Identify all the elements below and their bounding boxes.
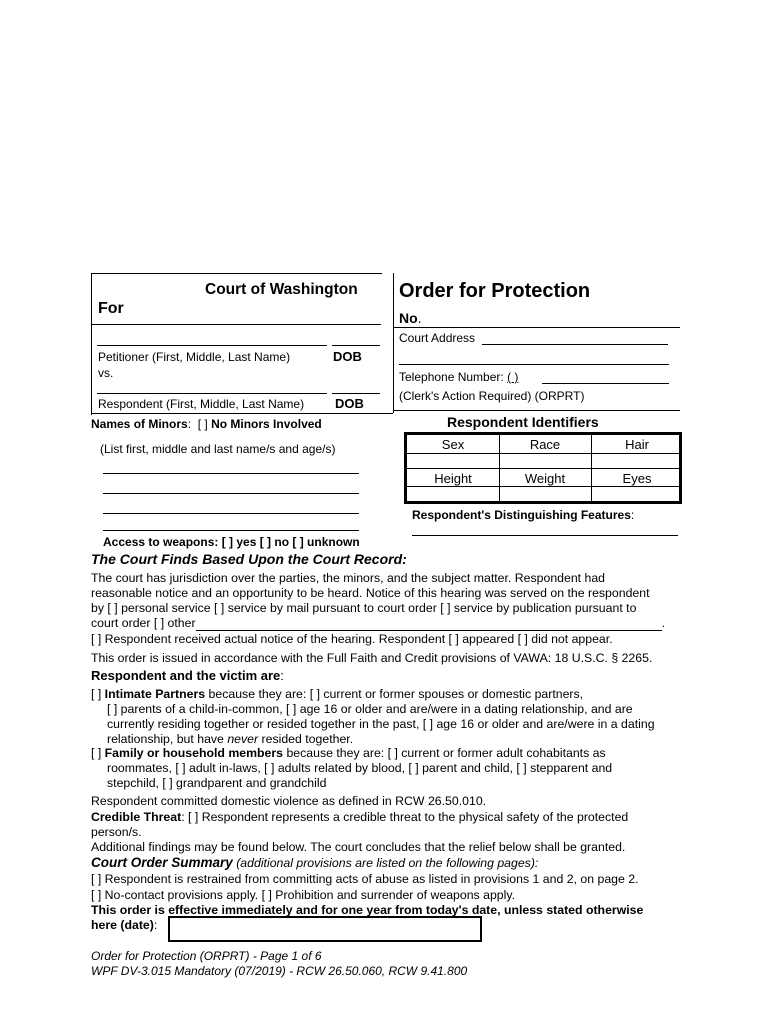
intimate-label: Intimate Partners	[104, 687, 206, 701]
jurisdiction-line-3: by [ ] personal service [ ] service by mail pursuant to court order [ ] service by publication pursuant to	[91, 601, 637, 615]
header-bottom-line	[393, 410, 680, 411]
features-field[interactable]	[412, 535, 678, 536]
no-minors-checkbox[interactable]: [ ]	[197, 417, 208, 431]
identifiers-table	[404, 432, 682, 504]
header-divider	[393, 273, 394, 413]
effective-line-1: This order is effective immediately and for one year from today's date, unless stated otherwise	[91, 903, 644, 917]
minors-instructions: (List first, middle and last name/s and age/s)	[100, 442, 336, 456]
no-minors-label: No Minors Involved	[211, 417, 322, 431]
intimate-never: never	[227, 732, 259, 746]
weight-label: Weight	[524, 471, 566, 486]
additional-findings: Additional findings may be found below. The court concludes that the relief below shall be granted.	[91, 840, 626, 854]
features-colon: :	[630, 508, 635, 522]
telephone-label: Telephone Number:	[399, 370, 504, 384]
court-address-label: Court Address	[399, 331, 476, 345]
hair-label: Hair	[625, 437, 649, 452]
for-label: For	[98, 300, 124, 317]
jurisdiction-paragraph	[91, 571, 681, 631]
respondent-name-field[interactable]	[97, 393, 327, 394]
petitioner-dob-field[interactable]	[332, 345, 380, 346]
race-label: Race	[529, 437, 561, 452]
intimate-partners-block	[91, 687, 681, 747]
respondent-dob-field[interactable]	[332, 393, 380, 394]
family-line-1: because they are: [ ] current or former adult cohabitants as	[283, 746, 606, 760]
weapons-label: Access to weapons	[103, 535, 215, 549]
family-label: Family or household members	[104, 746, 284, 760]
intimate-line-2: [ ] parents of a child-in-common, [ ] age 16 or older and are/were in a dating relationship, and are	[107, 702, 633, 716]
petitioner-dob-label: DOB	[333, 349, 362, 364]
vawa-statement: This order is issued in accordance with the Full Faith and Credit provisions of VAWA: 18 U.S.C. § 2265.	[91, 651, 653, 665]
effective-line-2: here (date)	[91, 918, 154, 932]
intimate-line-4b: resided together.	[258, 732, 354, 746]
actual-notice: [ ] Respondent received actual notice of the hearing. Respondent [ ] appeared [ ] did not appear.	[91, 632, 613, 646]
minor-line-2[interactable]	[103, 493, 359, 494]
victim-heading: Respondent and the victim are	[91, 668, 281, 683]
other-service-field[interactable]	[196, 630, 662, 631]
credible-text-2: person/s.	[91, 825, 142, 839]
minor-line-1[interactable]	[103, 473, 359, 474]
minors-colon: :	[187, 417, 192, 431]
summary-heading-note: (additional provisions are listed on the following pages):	[232, 856, 539, 870]
credible-text: : [ ] Respondent represents a credible threat to the physical safety of the protected	[181, 810, 629, 824]
case-number-row	[399, 310, 422, 326]
telephone-line[interactable]	[542, 383, 669, 384]
distinguishing-features-row	[412, 508, 634, 522]
court-address-field-2[interactable]	[399, 364, 669, 365]
eyes-label: Eyes	[622, 471, 652, 486]
minor-line-4[interactable]	[103, 530, 359, 531]
identifiers-title: Respondent Identifiers	[447, 414, 599, 430]
footer-line-2: WPF DV-3.015 Mandatory (07/2019) - RCW 26.50.060, RCW 9.41.800	[91, 964, 468, 978]
telephone-field[interactable]: ( )	[507, 370, 519, 384]
weapons-options[interactable]: : [ ] yes [ ] no [ ] unknown	[214, 535, 360, 549]
intimate-line-3: currently residing together or resided together in the past, [ ] age 16 or older and are/were in a dating	[107, 717, 655, 731]
family-members-block	[91, 746, 681, 791]
respondent-dob-label: DOB	[335, 396, 364, 411]
intimate-checkbox[interactable]: [ ]	[91, 687, 102, 701]
table-divider	[407, 468, 679, 469]
caption-divider-line	[91, 324, 381, 325]
telephone-row	[399, 370, 518, 384]
findings-heading: The Court Finds Based Upon the Court Record:	[91, 551, 407, 567]
dv-rcw: Respondent committed domestic violence as defined in RCW 26.50.010.	[91, 794, 487, 808]
weapons-row	[103, 535, 360, 549]
names-of-minors-row	[91, 417, 322, 431]
family-line-2: roommates, [ ] adult in-laws, [ ] adults related by blood, [ ] parent and child, [ ] stepparent and	[107, 761, 613, 775]
victim-colon: :	[280, 668, 284, 683]
case-number-period: .	[417, 310, 422, 326]
case-number-label: No	[399, 310, 418, 326]
petitioner-label: Petitioner (First, Middle, Last Name)	[98, 350, 291, 364]
clerk-action: (Clerk's Action Required) (ORPRT)	[399, 389, 585, 403]
effective-colon: :	[153, 918, 158, 932]
minors-label: Names of Minors	[91, 417, 188, 431]
table-divider	[407, 453, 679, 454]
credible-threat-block	[91, 810, 681, 840]
jurisdiction-line-1: The court has jurisdiction over the parties, the minors, and the subject matter. Respondent had	[91, 571, 606, 585]
jurisdiction-line-4: court order [ ] other	[91, 616, 196, 630]
intimate-line-1: because they are: [ ] current or former spouses or domestic partners,	[205, 687, 584, 701]
jurisdiction-line-4-end: .	[661, 616, 665, 630]
court-name: Court of Washington	[205, 281, 358, 298]
jurisdiction-line-2: reasonable notice and an opportunity to be heard. Notice of this hearing was served on the respondent	[91, 586, 650, 600]
court-address-field[interactable]	[482, 344, 668, 345]
summary-heading-row	[91, 855, 681, 871]
features-label: Respondent's Distinguishing Features	[412, 508, 631, 522]
vs-label: vs.	[98, 366, 114, 380]
table-divider	[407, 486, 679, 487]
caption-bottom-line	[91, 413, 393, 414]
case-number-underline	[393, 327, 680, 328]
no-contact-line: [ ] No-contact provisions apply. [ ] Prohibition and surrender of weapons apply.	[91, 888, 516, 902]
height-label: Height	[434, 471, 472, 486]
credible-label: Credible Threat	[91, 810, 182, 824]
intimate-line-4a: relationship, but have	[107, 732, 228, 746]
petitioner-name-field[interactable]	[97, 345, 327, 346]
family-checkbox[interactable]: [ ]	[91, 746, 102, 760]
footer-line-1: Order for Protection (ORPRT) - Page 1 of 6	[91, 949, 322, 963]
family-line-3: stepchild, [ ] grandparent and grandchild	[107, 776, 327, 790]
respondent-label: Respondent (First, Middle, Last Name)	[98, 397, 305, 411]
effective-date-field[interactable]	[168, 916, 482, 942]
minor-line-3[interactable]	[103, 513, 359, 514]
sex-label: Sex	[441, 437, 465, 452]
restrained-line: [ ] Respondent is restrained from committing acts of abuse as listed in provisions 1 and 2, on page 2.	[91, 872, 639, 886]
victim-heading-row	[91, 668, 681, 683]
page-title: Order for Protection	[399, 280, 591, 302]
summary-heading: Court Order Summary	[91, 855, 233, 870]
